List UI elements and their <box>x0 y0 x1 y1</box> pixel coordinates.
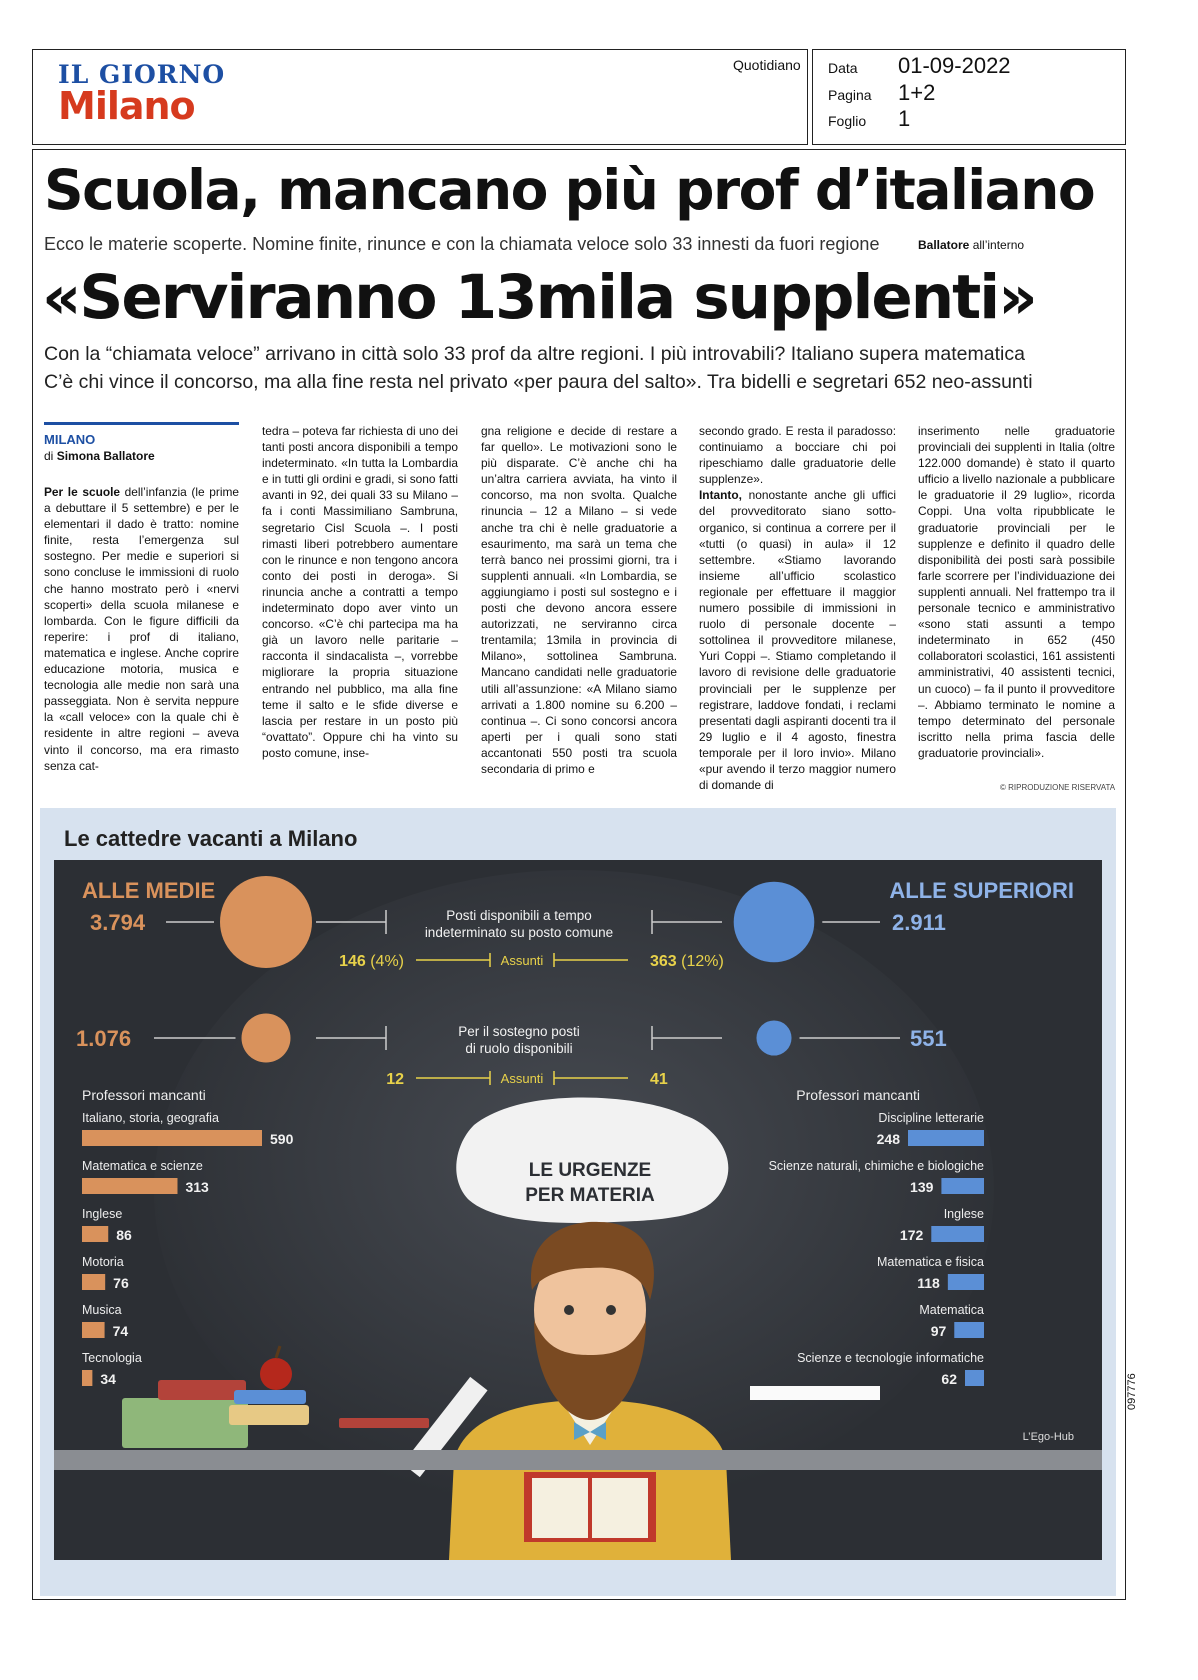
column-4-text-a: secondo grado. E resta il paradosso: continuiamo a bocciare chi poi ripeschiamo dalle graduatorie delle supplenze». <box>699 424 896 487</box>
bar-value-medie-0: 590 <box>270 1131 294 1147</box>
superiori-header: ALLE SUPERIORI <box>889 878 1074 903</box>
bars-title-L: Professori mancanti <box>82 1087 206 1103</box>
bar-value-medie-4: 74 <box>112 1323 129 1339</box>
meta-label-page: Pagina <box>828 87 872 103</box>
meta-value-page: 1+2 <box>898 80 936 105</box>
meta-value-date: 01-09-2022 <box>898 53 1011 78</box>
publication-type: Quotidiano <box>733 57 801 73</box>
bar-label-superiori-2: Inglese <box>943 1207 984 1221</box>
meta-label-sheet: Foglio <box>828 113 867 129</box>
kicker-author <box>918 238 1024 252</box>
article-column-1 <box>44 484 239 794</box>
byline-prefix: di <box>44 449 54 463</box>
hired-superiori-0: 363 (12%) <box>650 953 724 970</box>
bar-value-superiori-0: 248 <box>876 1131 900 1147</box>
infographic-chart <box>54 860 1102 1560</box>
bar-superiori-2 <box>931 1226 984 1242</box>
bar-label-medie-5: Tecnologia <box>82 1351 142 1365</box>
bubble-medie-1 <box>242 1014 291 1063</box>
bubble-superiori-0 <box>734 882 815 963</box>
bar-label-medie-4: Musica <box>82 1303 122 1317</box>
logo-line2: Milano <box>58 84 195 128</box>
bar-medie-0 <box>82 1130 262 1146</box>
bar-label-medie-3: Motoria <box>82 1255 124 1269</box>
bar-medie-2 <box>82 1226 108 1242</box>
bubble-value-medie-0: 3.794 <box>90 910 146 935</box>
subtitle-1: Con la “chiamata veloce” arrivano in città solo 33 prof da altre regioni. I più introvabili? Italiano supera matematica <box>44 343 1025 365</box>
subtitle-2: C’è chi vince il concorso, ma alla fine resta nel privato «per paura del salto». Tra bidelli e segretari 652 neo-assunti <box>44 371 1033 393</box>
bubble-value-superiori-1: 551 <box>910 1026 947 1051</box>
bar-label-superiori-1: Scienze naturali, chimiche e biologiche <box>768 1159 984 1173</box>
bubble-row-label2-1: di ruolo disponibili <box>465 1041 573 1056</box>
meta-value-sheet: 1 <box>898 106 911 131</box>
bar-superiori-4 <box>954 1322 984 1338</box>
bubble-value-superiori-0: 2.911 <box>892 910 946 935</box>
bar-medie-4 <box>82 1322 105 1338</box>
bar-value-superiori-3: 118 <box>917 1275 940 1291</box>
logo-line1: IL GIORNO <box>58 60 226 89</box>
hired-medie-1: 12 <box>386 1071 404 1088</box>
bar-value-superiori-4: 97 <box>930 1323 947 1339</box>
meta-label-date: Data <box>828 60 858 76</box>
bar-label-medie-2: Inglese <box>82 1207 123 1221</box>
bar-value-superiori-2: 172 <box>899 1227 924 1243</box>
article-column-2: tedra – poteva far richiesta di uno dei tanti posti ancora disponibili a tempo indeterminato. «In tutta la Lombardia e in tutti gli ordini e gradi, si sono fatti avanti in 92, dei quali 33 su Milano – fa i conti Massimiliano Sambruna, segretario Cisl Scuola –. I posti rimasti liberi potrebbero aumentare con le rinunce e non tengono ancora conto dei posti in deroga». Si rinuncia anche a contratti a tempo indeterminato dopo aver vinto un concorso. «C’è chi partecipa ma ha già un lavoro nelle paritarie – racconta il sindacalista –, vorrebbe migliorare la propria situazione entrando nel pubblico, ma alla fine teme il salto e le sfide diverse e lascia per restare in un posto più “ovattato”. Oppure chi ha vinto su posto comune, inse- <box>262 424 458 760</box>
bubble-superiori-1 <box>756 1020 791 1055</box>
bubble-medie-0 <box>220 876 312 968</box>
bars-title-R: Professori mancanti <box>796 1087 920 1103</box>
bubble-value-medie-1: 1.076 <box>76 1026 132 1051</box>
byline-author <box>44 449 155 463</box>
column-1-text: dell’infanzia (le prime a debuttare il 5 settembre) e per le elementari il dado è tratto: nomine finite, resta l’emergenza sul sostegno. Per medie e superiori si sono concluse le immissioni di ruolo che hanno mostrato però i «nervi scoperti» della scuola milanese e lombarda. Con le figure difficili da reperire: i prof di italiano, matematica e inglese. Anche coprire educazione motoria, musica e tecnologia alle medie non sarà una passeggiata. Non è servita neppure la «call veloce» con la quale chi è residente in altre regioni – aveva vinto il concorso, ma era rimasto senza cat- <box>44 485 239 773</box>
bar-label-medie-1: Matematica e scienze <box>82 1159 203 1173</box>
urgenze-title: LE URGENZE <box>528 1160 652 1181</box>
bar-label-superiori-4: Matematica <box>919 1303 984 1317</box>
bar-medie-5 <box>82 1370 92 1386</box>
bar-value-medie-3: 76 <box>113 1275 129 1291</box>
bubble-row-label-0: Posti disponibili a tempo <box>446 908 592 923</box>
bar-value-superiori-1: 139 <box>910 1179 934 1195</box>
kicker: Ecco le materie scoperte. Nomine finite, rinunce e con la chiamata veloce solo 33 innesti da fuori regione <box>44 234 880 254</box>
bar-value-medie-2: 86 <box>116 1227 132 1243</box>
bar-superiori-5 <box>965 1370 984 1386</box>
column-4-lead: Intanto, <box>699 488 742 503</box>
article-column-3: gna religione e decide di restare a far quello». Le motivazioni sono le più disparate. C’è anche chi ha un’altra carriera avviata, ha vinto il concorso, ma non svolta. Qualche rinuncia – 12 a Milano – si vede anche tra chi è nelle graduatorie a esaurimento, ma sarà un tema che terrà banco nei prossimi giorni, tra i supplenti annuali. «In Lombardia, se aggiungiamo i posti sul sostegno e i posti che devono ancora essere autorizzati, ne serviranno circa trentamila; 13mila in provincia di Milano», sottolinea Sambruna. Mancano candidati nelle graduatorie utili all’assunzione: «A Milano siamo arrivati a 1.800 nomine su 6.200 – continua –. Ci sono concorsi ancora aperti per i quali sono stati accantonati 550 posti tra scuola secondaria di primo e <box>481 424 677 776</box>
bar-medie-1 <box>82 1178 177 1194</box>
medie-header: ALLE MEDIE <box>82 878 216 903</box>
headline: Scuola, mancano più prof d’italiano <box>44 158 1095 222</box>
byline-rule <box>44 422 239 425</box>
bar-label-superiori-5: Scienze e tecnologie informatiche <box>797 1351 984 1365</box>
bar-value-medie-1: 313 <box>185 1179 209 1195</box>
copyright: © RIPRODUZIONE RISERVATA <box>1000 783 1116 792</box>
column-4-text-b: nonostante anche gli uffici del provveditorato siano sotto-organico, si continua a correre per il «tutti (o quasi) in aula» il 12 settembre. «Stiamo lavorando insieme all’ufficio scolastico regionale per effettuare il maggior numero possibile di immissioni in ruolo di personale docente – sottolinea il provveditore milanese, Yuri Coppi –. Stiamo completando il lavoro di revisione delle graduatorie provinciali per le supplenze per registrare, laddove fondati, i reclami presentati dagli aspiranti docenti tra il 29 luglio e il 4 agosto, finestra temporale per il loro invio». Milano «pur avendo il terzo maggior numero di domande di <box>699 488 896 793</box>
byline-city: MILANO <box>44 432 96 447</box>
column-1-lead: Per le scuole <box>44 485 121 499</box>
hired-superiori-1: 41 <box>650 1071 668 1088</box>
bar-superiori-3 <box>948 1274 984 1290</box>
bar-label-medie-0: Italiano, storia, geografia <box>82 1111 219 1125</box>
bar-medie-3 <box>82 1274 105 1290</box>
article-column-4 <box>699 423 896 794</box>
bar-value-medie-5: 34 <box>100 1371 116 1387</box>
bar-superiori-0 <box>908 1130 984 1146</box>
kicker-author-suffix: all’interno <box>972 238 1025 252</box>
bar-value-superiori-5: 62 <box>941 1371 957 1387</box>
bubble-row-label-1: Per il sostegno posti <box>458 1024 580 1039</box>
board-ledge <box>54 1450 1102 1470</box>
side-code: 097776 <box>1126 1373 1138 1410</box>
hired-label-1: Assunti <box>500 1071 544 1086</box>
kicker-author-name: Ballatore <box>918 238 970 252</box>
bar-label-superiori-3: Matematica e fisica <box>877 1255 984 1269</box>
bubble-row-label2-0: indeterminato su posto comune <box>424 925 614 940</box>
main-title: «Serviranno 13mila supplenti» <box>42 262 1036 333</box>
bar-label-superiori-0: Discipline letterarie <box>878 1111 984 1125</box>
infographic-title: Le cattedre vacanti a Milano <box>64 826 358 851</box>
credit: L’Ego-Hub <box>1022 1431 1074 1443</box>
urgenze-title-2: PER MATERIA <box>525 1185 655 1206</box>
hired-label-0: Assunti <box>500 953 544 968</box>
hired-medie-0: 146 (4%) <box>339 953 404 970</box>
bar-superiori-1 <box>941 1178 984 1194</box>
byline-name: Simona Ballatore <box>56 449 155 463</box>
article-column-5: inserimento nelle graduatorie provinciali dei supplenti in Italia (oltre 122.000 domande) è stato il quarto ufficio a livello nazionale a pubblicare le graduatorie il 29 luglio», ricorda Coppi. Una volta ripubblicate le graduatorie provinciali per le supplenze e definito il quadro delle disponibilità dei posti sarà possibile farle scorrere per l’individuazione dei supplenti annuali. Nel frattempo tra il personale tecnico e amministrativo «sono stati assunti a tempo indeterminato in 652 (450 collaboratori scolastici, 161 assistenti amministrativi, 40 assistenti tecnici, un cuoco) – fa il punto il provveditore –. Abbiamo terminato le nomine a tempo determinato del personale iscritto nella prima fascia delle graduatorie provinciali». <box>918 424 1115 760</box>
